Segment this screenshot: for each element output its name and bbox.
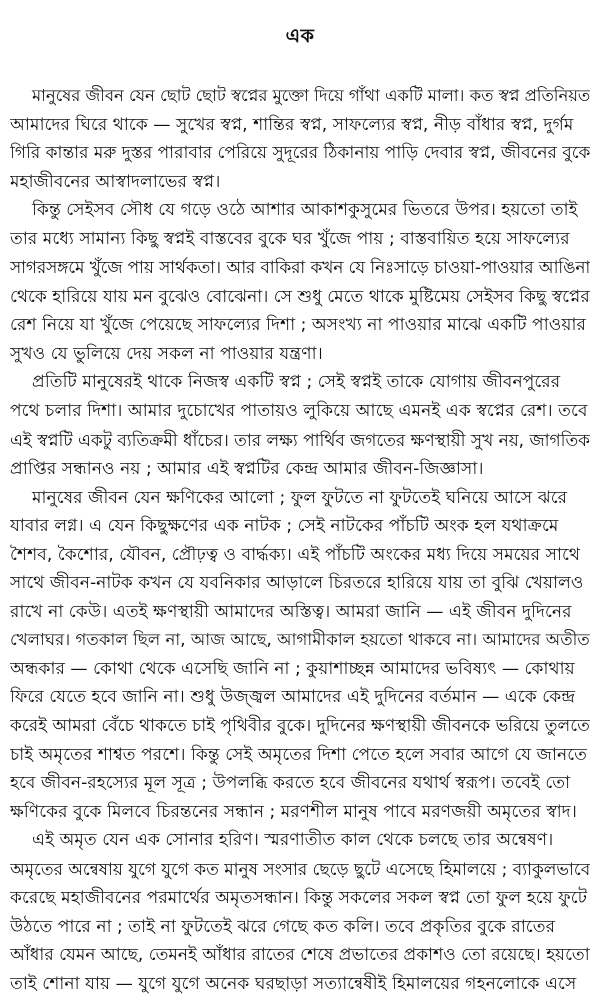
text-line: তার মধ্যে সামান্য কিছু স্বপ্নই বাস্তবের বুকে ঘর খুঁজে পায় ; বাস্তবায়িত হয়ে সাফল্যের <box>10 228 570 249</box>
text-line: করেই আমরা বেঁচে থাকতে চাই পৃথিবীর বুকে। দুদিনের ক্ষণস্থায়ী জীবনকে ভরিয়ে তুলতে <box>10 716 590 737</box>
text-line: আমাদের ঘিরে থাকে — সুখের স্বপ্ন, শান্তির স্বপ্ন, সাফল্যের স্বপ্ন, নীড় বাঁধার স্বপ্ন, দুর্গম <box>10 114 574 135</box>
text-line: করেছে মহাজীবনের পরমার্থের অমৃতসন্ধান। কিন্তু সকলের সকল স্বপ্ন তো ফুল হয়ে ফুটে <box>10 888 588 909</box>
text-line: মহাজীবনের আস্বাদলাভের স্বপ্ন। <box>10 171 221 192</box>
text-line: অমৃতের অন্বেষায় যুগে যুগে কত মানুষ সংসার ছেড়ে ছুটে এসেছে হিমালয়ে ; ব্যাকুলভাবে <box>10 858 590 879</box>
text-line: মানুষের জীবন যেন ক্ষণিকের আলো ; ফুল ফুটতে না ফুটতেই ঘনিয়ে আসে ঝরে <box>32 487 568 508</box>
text-line: রেশ নিয়ে যা খুঁজে পেয়েছে সাফল্যের দিশা ; অসংখ্য না পাওয়ার মাঝে একটি পাওয়ার <box>10 315 586 336</box>
text-line: প্রাপ্তির সন্ধানও নয় ; আমার এই স্বপ্নটির কেন্দ্র আমার জীবন-জিজ্ঞাসা। <box>10 459 484 480</box>
text-line: এই অমৃত যেন এক সোনার হরিণ। স্মরণাতীত কাল থেকে চলছে তার অন্বেষণ। <box>32 830 554 851</box>
chapter-title: এক <box>285 25 315 47</box>
text-line: সাথে জীবন-নাটক কখন যে যবনিকার আড়ালে চিরতরে হারিয়ে যায় তা বুঝি খেয়ালও <box>10 573 584 594</box>
text-line: চাই অমৃতের শাশ্বত পরশে। কিন্তু সেই অমৃতের দিশা পেতে হলে সবার আগে যে জানতে <box>10 744 588 765</box>
text-line: পথে চলার দিশা। আমার দুচোখের পাতায়ও লুকিয়ে আছে এমনই এক স্বপ্নের রেশ। তবে <box>10 401 588 422</box>
text-line: প্রতিটি মানুষেরই থাকে নিজস্ব একটি স্বপ্ন ; সেই স্বপ্নই তাকে যোগায় জীবনপুরের <box>32 372 561 393</box>
text-line: আঁধার যেমন আছে, তেমনই আঁধার রাতের শেষে প্রভাতের প্রকাশও তো রয়েছে। হয়তো <box>10 945 590 966</box>
text-line: খেলাঘর। গতকাল ছিল না, আজ আছে, আগামীকাল হয়তো থাকবে না। আমাদের অতীত <box>10 630 590 650</box>
paragraph <box>10 196 590 368</box>
text-line: এই স্বপ্নটি একটু ব্যতিক্রমী ধাঁচের। তার লক্ষ্য পার্থিব জগতের ক্ষণস্থায়ী সুখ নয়, জাগতিক <box>10 429 590 450</box>
text-line: সুখও যে ভুলিয়ে দেয় সকল না পাওয়ার যন্ত্রণা। <box>10 343 323 364</box>
text-line: উঠতে পারে না ; তাই না ফুটতেই ঝরে গেছে কত কলি। তবে প্রকৃতির বুকে রাতের <box>10 916 556 937</box>
text-line: রাখে না কেউ। এতই ক্ষণস্থায়ী আমাদের অস্তিত্ব। আমরা জানি — এই জীবন দুদিনের <box>10 601 572 622</box>
text-line: কিন্তু সেইসব সৌধ যে গড়ে ওঠে আশার আকাশকুসুমের ভিতরে উপর। হয়তো তাই <box>32 200 578 221</box>
text-line: সাগরসঙ্গমে খুঁজে পায় সার্থকতা। আর বাকিরা কখন যে নিঃসাড়ে চাওয়া-পাওয়ার আঙিনা <box>10 257 590 278</box>
text-line: অন্ধকার — কোথা থেকে এসেছি জানি না ; কুয়াশাচ্ছন্ন আমাদের ভবিষ্যৎ — কোথায় <box>10 658 575 679</box>
paragraph <box>10 82 590 196</box>
text-line: থেকে হারিয়ে যায় মন বুঝেও বোঝেনা। সে শুধু মেতে থাকে মুষ্টিমেয় সেইসব কিছু স্বপ্নের <box>10 286 590 307</box>
paragraph <box>10 826 590 998</box>
paragraph <box>10 368 590 483</box>
paragraph <box>10 484 590 827</box>
text-line: হবে জীবন-রহস্যের মূল সূত্র ; উপলব্ধি করতে হবে জীবনের যথার্থ স্বরূপ। তবেই তো <box>10 773 571 794</box>
text-line: তাই শোনা যায় — যুগে যুগে অনেক ঘরছাড়া সত্যান্বেষীই হিমালয়ের গহনলোকে এসে <box>10 973 577 994</box>
text-line: গিরি কান্তার মরু দুস্তর পারাবার পেরিয়ে সুদূরের ঠিকানায় পাড়ি দেবার স্বপ্ন, জীবনের বুকে <box>10 143 590 164</box>
chapter-body <box>10 82 590 999</box>
text-line: মানুষের জীবন যেন ছোট ছোট স্বপ্নের মুক্তো দিয়ে গাঁথা একটি মালা। কত স্বপ্ন প্রতিনিয়ত <box>32 86 590 105</box>
text-line: শৈশব, কৈশোর, যৌবন, প্রৌঢ়ত্ব ও বার্দ্ধক্য। এই পাঁচটি অংকের মধ্য দিয়ে সময়ের সাথে <box>10 544 580 565</box>
text-line: ফিরে যেতে হবে জানি না। শুধু উজ্জ্বল আমাদের এই দুদিনের বর্তমান — একে কেন্দ্র <box>10 687 576 708</box>
text-line: যাবার লগ্ন। এ যেন কিছুক্ষণের এক নাটক ; সেই নাটকের পাঁচটি অংক হল যথাক্রমে <box>10 516 559 537</box>
text-line: ক্ষণিকের বুকে মিলবে চিরন্তনের সন্ধান ; মরণশীল মানুষ পাবে মরণজয়ী অমৃতের স্বাদ। <box>10 801 577 822</box>
